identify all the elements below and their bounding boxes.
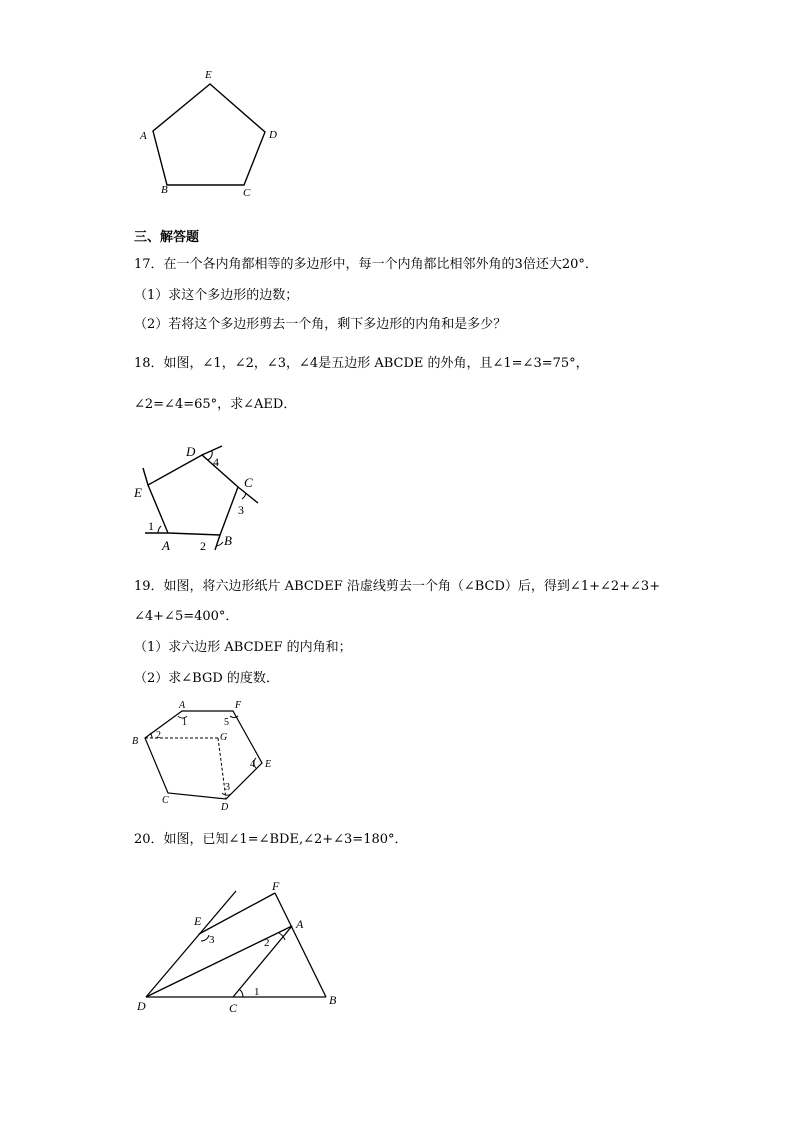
angle-label-2: 2 <box>200 539 206 553</box>
angle-label-2: 2 <box>264 937 270 949</box>
label-D: D <box>221 802 229 813</box>
angle-label-4: 4 <box>213 455 219 469</box>
triangle-figure <box>130 872 350 1022</box>
label-E: E <box>194 914 202 928</box>
angle-label-4: 4 <box>250 759 255 770</box>
exterior-angle-figure <box>128 438 268 558</box>
hexagon-ABCDEF <box>145 711 262 799</box>
angle-arc-5 <box>230 716 238 718</box>
label-C: C <box>162 795 169 806</box>
q19-line1: 19．如图，将六边形纸片 ABCDEF 沿虚线剪去一个角（∠BCD）后，得到∠1+∠2+∠3+ <box>134 579 661 594</box>
q17-stem: 17．在一个各内角都相等的多边形中，每一个内角都比相邻外角的3倍还大20°． <box>134 257 598 272</box>
angle-label-1: 1 <box>148 519 154 533</box>
angle-label-1: 1 <box>182 717 187 728</box>
q19-part2: （2）求∠BGD 的度数． <box>134 671 279 686</box>
label-C: C <box>229 1001 238 1015</box>
pentagon-figure <box>130 65 290 205</box>
angle-arc-1 <box>158 526 161 533</box>
q18-line2: ∠2=∠4=65°，求∠AED． <box>134 397 297 412</box>
q19-line2: ∠4+∠5=400°． <box>134 609 239 624</box>
q17-part2: （2）若将这个多边形剪去一个角，剩下多边形的内角和是多少？ <box>134 317 507 332</box>
label-A: A <box>162 538 170 553</box>
label-E: E <box>205 69 212 81</box>
pentagon-ABCDE <box>148 455 238 535</box>
q20-stem: 20．如图，已知∠1=∠BDE,∠2+∠3=180°． <box>134 832 408 847</box>
label-C: C <box>244 475 253 490</box>
label-F: F <box>235 700 242 711</box>
line-D-ray <box>146 891 236 997</box>
label-D: D <box>186 444 196 459</box>
line-DA <box>146 926 292 997</box>
angle-arc-3 <box>242 493 246 499</box>
label-E: E <box>265 759 272 770</box>
angle-label-3: 3 <box>225 782 230 793</box>
extension-E <box>143 468 148 485</box>
angle-label-3: 3 <box>238 503 244 517</box>
line-EF <box>199 893 275 934</box>
angle-arc-3 <box>222 793 231 795</box>
label-A: A <box>296 917 304 931</box>
label-G: G <box>220 732 228 743</box>
line-FB <box>275 893 326 997</box>
hexagon-figure <box>128 695 278 815</box>
label-B: B <box>224 533 232 548</box>
label-A: A <box>179 700 186 711</box>
label-A: A <box>140 130 147 142</box>
angle-arc-1 <box>239 989 243 997</box>
label-B: B <box>329 993 337 1007</box>
angle-label-1: 1 <box>254 986 260 998</box>
label-D: D <box>269 129 277 141</box>
label-E: E <box>134 485 142 500</box>
pentagon-shape <box>153 84 265 185</box>
angle-label-2: 2 <box>156 730 161 741</box>
label-B: B <box>161 184 168 196</box>
angle-label-3: 3 <box>209 934 215 946</box>
q17-part1: （1）求这个多边形的边数； <box>134 288 299 303</box>
q18-line1: 18．如图，∠1，∠2，∠3，∠4是五边形 ABCDE 的外角，且∠1=∠3=75°， <box>134 356 589 371</box>
q19-part1: （1）求六边形 ABCDEF 的内角和； <box>134 640 352 655</box>
extension-B <box>215 535 220 550</box>
label-F: F <box>272 879 280 893</box>
label-B: B <box>132 736 139 747</box>
section-title: 三、解答题 <box>134 230 200 245</box>
label-D: D <box>137 999 146 1013</box>
angle-label-5: 5 <box>224 717 229 728</box>
angle-arc-3 <box>201 935 209 941</box>
label-C: C <box>243 187 251 199</box>
